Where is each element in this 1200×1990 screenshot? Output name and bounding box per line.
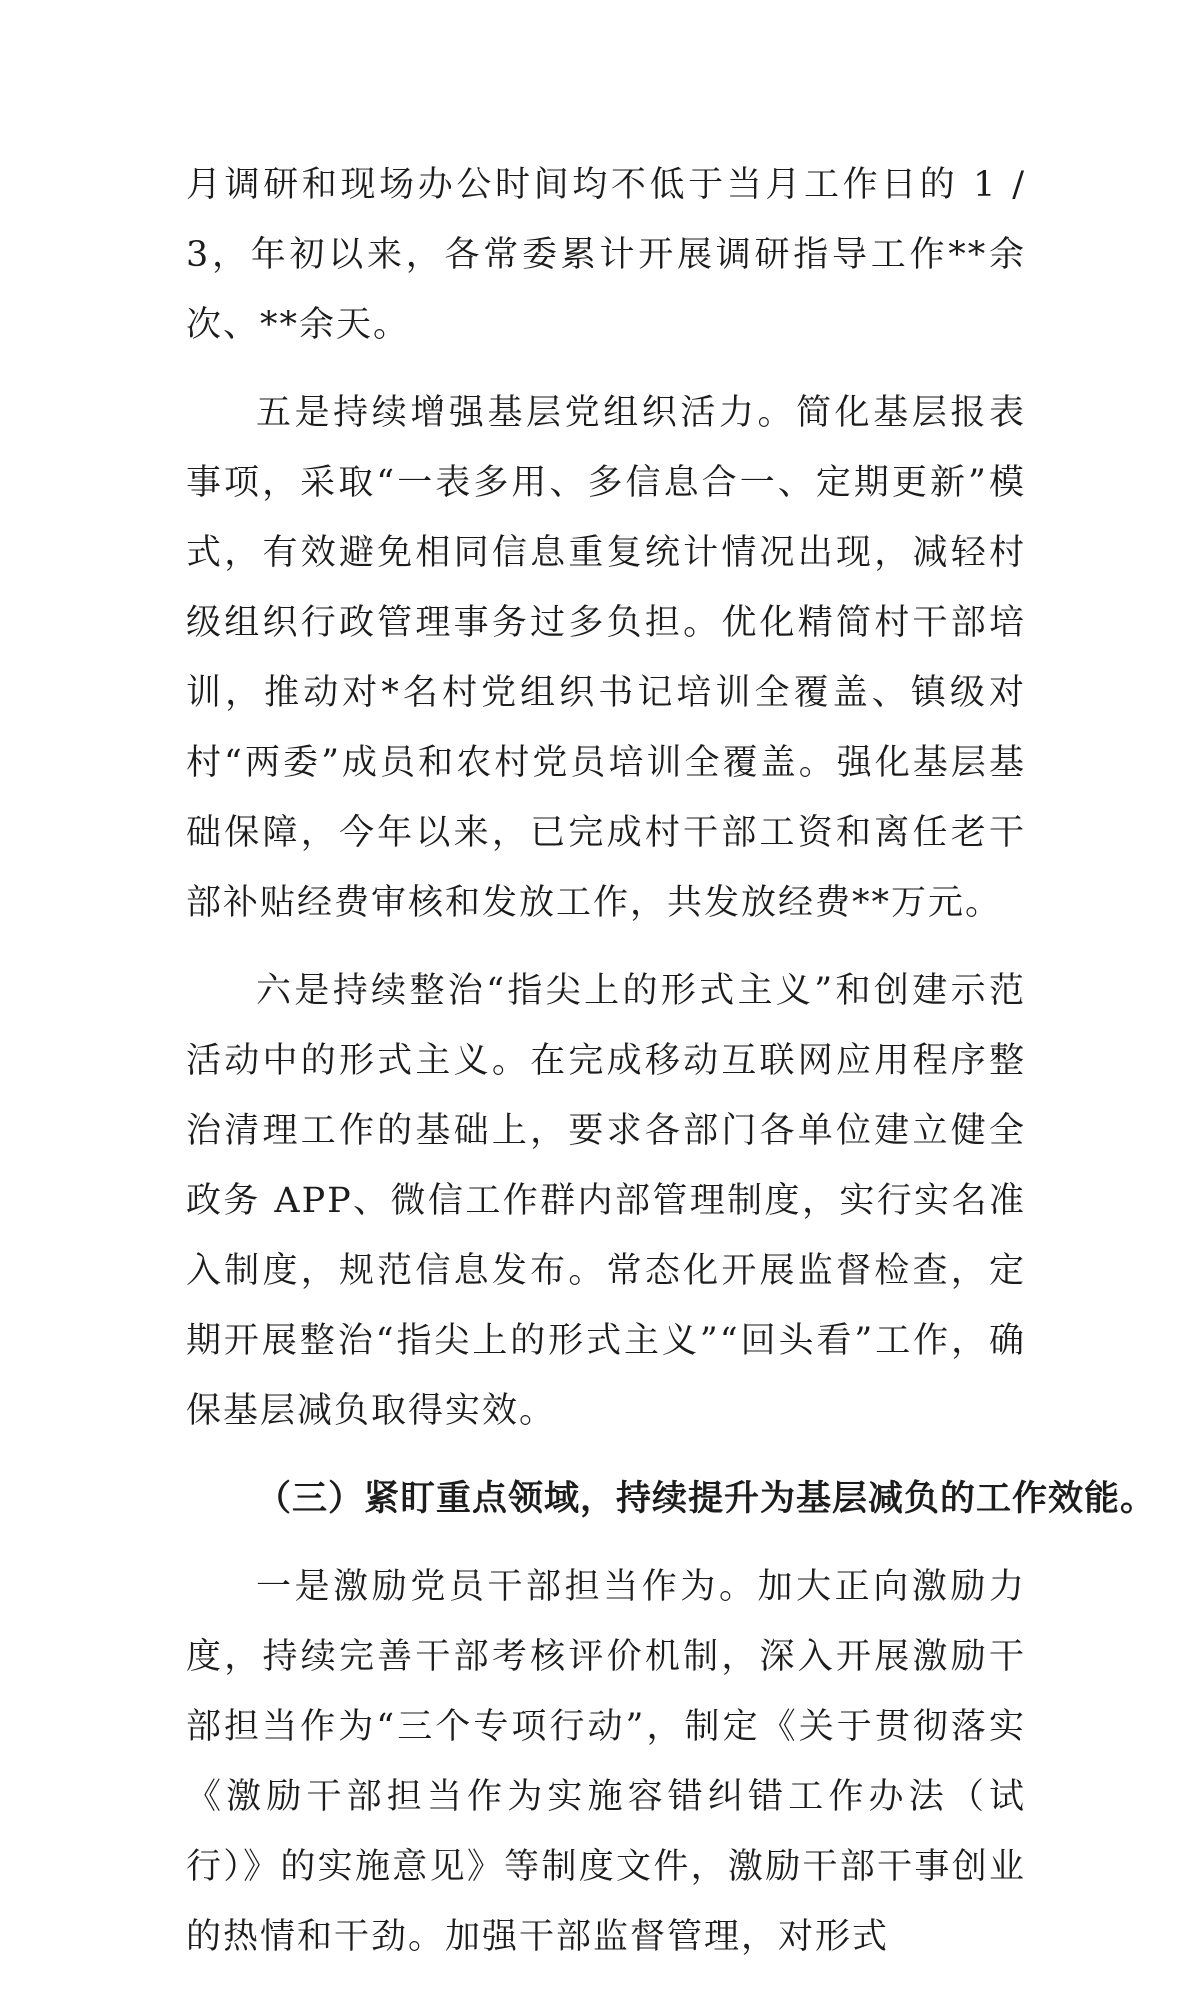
paragraph-continuation: 月调研和现场办公时间均不低于当月工作日的 1 / 3，年初以来，各常委累计开展调研指导工作**余次、**余天。 [186,165,1026,345]
section-heading-three: （三）紧盯重点领域，持续提升为基层减负的工作效能。 [256,1478,1157,1519]
paragraph-item-five: 五是持续增强基层党组织活力。简化基层报表事项，采取“一表多用、多信息合一、定期更新”模式，有效避免相同信息重复统计情况出现，减轻村级组织行政管理事务过多负担。优化精简村干部培训，推动对*名村党组织书记培训全覆盖、镇级对村“两委”成员和农村党员培训全覆盖。强化基层基础保障，今年以来，已完成村干部工资和离任老干部补贴经费审核和发放工作，共发放经费**万元。 [186,393,1026,923]
paragraph-item-one: 一是激励党员干部担当作为。加大正向激励力度，持续完善干部考核评价机制，深入开展激励干部担当作为“三个专项行动”，制定《关于贯彻落实《激励干部担当作为实施容错纠错工作办法（试行）》的实施意见》等制度文件，激励干部干事创业的热情和干劲。加强干部监督管理，对形式 [186,1567,1026,1957]
paragraph-item-six: 六是持续整治“指尖上的形式主义”和创建示范活动中的形式主义。在完成移动互联网应用程序整治清理工作的基础上，要求各部门各单位建立健全政务 APP、微信工作群内部管理制度，实行实名准入制度，规范信息发布。常态化开展监督检查，定期开展整治“指尖上的形式主义”“回头看”工作，确保基层减负取得实效。 [186,971,1026,1431]
document-body [186,150,1157,1990]
